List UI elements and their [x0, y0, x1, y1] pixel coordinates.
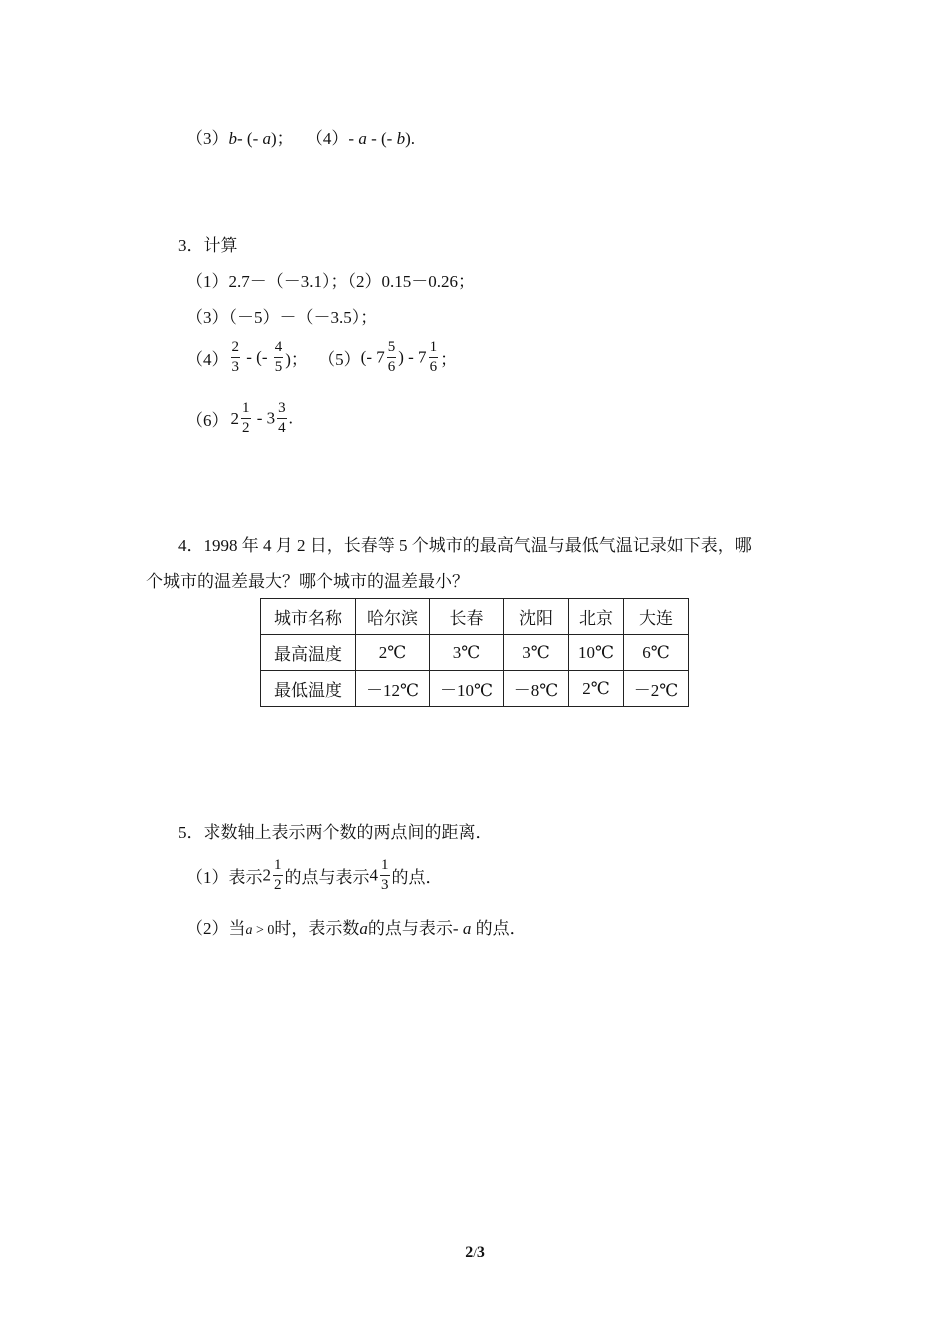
numerator: 5: [387, 340, 397, 358]
numerator: 2: [231, 340, 241, 358]
current-page: 2: [465, 1244, 474, 1261]
fraction: [231, 340, 241, 375]
var-a: a: [245, 923, 253, 938]
q5-part2-end: 的点．: [471, 919, 527, 938]
table-cell: 哈尔滨: [356, 599, 430, 635]
denominator: 4: [278, 420, 286, 436]
q3-part6-end: .: [288, 408, 293, 428]
q5-part2: [186, 914, 527, 939]
whole-number: 2: [262, 865, 271, 885]
table-cell: 沈阳: [504, 599, 569, 635]
table-cell: 最高温度: [261, 635, 356, 671]
table-row: [261, 635, 689, 671]
numerator: 1: [380, 858, 390, 876]
table-cell: －8℃: [504, 671, 569, 707]
q3-parts-4-5: [186, 340, 457, 375]
table-cell: 10℃: [569, 635, 624, 671]
q3-part5-op: ) - 7: [398, 347, 427, 367]
q3-part6-op: - 3: [252, 408, 276, 428]
table-cell: －12℃: [356, 671, 430, 707]
denominator: 2: [242, 420, 250, 436]
fraction: [380, 858, 390, 893]
numerator: 1: [273, 858, 283, 876]
numerator: 3: [277, 401, 287, 419]
whole-number: 4: [369, 865, 378, 885]
table-cell: 北京: [569, 599, 624, 635]
q5-part2-mid: 时，表示数: [274, 919, 360, 938]
q3-part4-label: （4）: [186, 350, 229, 369]
q5-part2-mid2: 的点与表示-: [367, 919, 463, 938]
table-cell: 6℃: [624, 635, 689, 671]
table-row: [261, 671, 689, 707]
denominator: 6: [429, 359, 438, 375]
q4-line2: 个城市的温差最大？哪个城市的温差最小？: [146, 572, 469, 591]
numerator: 1: [429, 340, 439, 358]
q3-line1: （1）2.7－（－3.1）；（2）0.15－0.26；: [186, 272, 475, 291]
table-cell: 大连: [624, 599, 689, 635]
fraction: [274, 340, 284, 375]
denominator: 5: [274, 359, 283, 375]
q2-part4-end: ).: [405, 129, 415, 148]
q5-part1-label: （1）表示: [186, 868, 263, 887]
q3-part4-op: - (-: [242, 347, 272, 367]
q3-part4-end: )；: [285, 350, 308, 369]
q2-part3-op: - (-: [237, 129, 263, 148]
table-cell: 3℃: [504, 635, 569, 671]
page-separator: /: [473, 1245, 477, 1260]
table-cell: 2℃: [356, 635, 430, 671]
page-number: [0, 1244, 950, 1262]
q5-part2-condition: [246, 923, 275, 938]
q2-part3-label: （3）: [186, 129, 229, 148]
var-a: a: [358, 129, 367, 148]
table-cell: －10℃: [430, 671, 504, 707]
table-cell: 长春: [430, 599, 504, 635]
fraction: [273, 858, 283, 893]
whole-number: 2: [230, 408, 239, 428]
q5-part2-label: （2）当: [186, 919, 246, 938]
fraction: [241, 401, 251, 436]
q3-line2: （3）（－5）－（－3.5）；: [186, 308, 378, 327]
var-a: a: [262, 129, 271, 148]
q3-title: 3．计算: [178, 236, 238, 255]
q2-part4-op2: - (-: [366, 129, 397, 148]
var-a: a: [359, 919, 368, 938]
q3-part5-label: （5）: [318, 350, 361, 369]
q3-part5-end: ；: [440, 350, 458, 369]
var-b: b: [396, 129, 406, 148]
denominator: 3: [231, 359, 239, 375]
temperature-table: [260, 598, 689, 707]
q2-part3-end: )；: [270, 129, 294, 148]
q5-part1-mid: 的点与表示: [284, 868, 370, 887]
q2-part4-op1: -: [348, 129, 359, 148]
denominator: 3: [381, 877, 389, 893]
var-b: b: [228, 129, 237, 148]
fraction: [429, 340, 439, 375]
q5-part1-end: 的点．: [391, 868, 443, 887]
table-cell: 2℃: [569, 671, 624, 707]
var-a: a: [462, 919, 472, 938]
condition-rhs: > 0: [252, 923, 275, 938]
q3-part6: [186, 401, 293, 436]
numerator: 4: [274, 340, 284, 358]
q5-part1: [186, 858, 443, 893]
q3-part5-start: (- 7: [360, 347, 385, 367]
fraction: [387, 340, 397, 375]
total-pages: 3: [476, 1244, 485, 1261]
denominator: 2: [274, 877, 282, 893]
q4-line1: 4．1998 年 4 月 2 日，长春等 5 个城市的最高气温与最低气温记录如下表，哪: [178, 536, 752, 555]
q2-parts-3-4: [186, 124, 415, 149]
denominator: 6: [387, 359, 396, 375]
fraction: [277, 401, 287, 436]
table-cell: 3℃: [430, 635, 504, 671]
q2-part4-label: （4）: [305, 129, 349, 148]
table-cell: 城市名称: [261, 599, 356, 635]
numerator: 1: [241, 401, 251, 419]
q5-title: 5．求数轴上表示两个数的两点间的距离．: [178, 823, 493, 842]
table-header-row: [261, 599, 689, 635]
table-cell: －2℃: [624, 671, 689, 707]
q3-part6-label: （6）: [186, 411, 229, 430]
table-cell: 最低温度: [261, 671, 356, 707]
